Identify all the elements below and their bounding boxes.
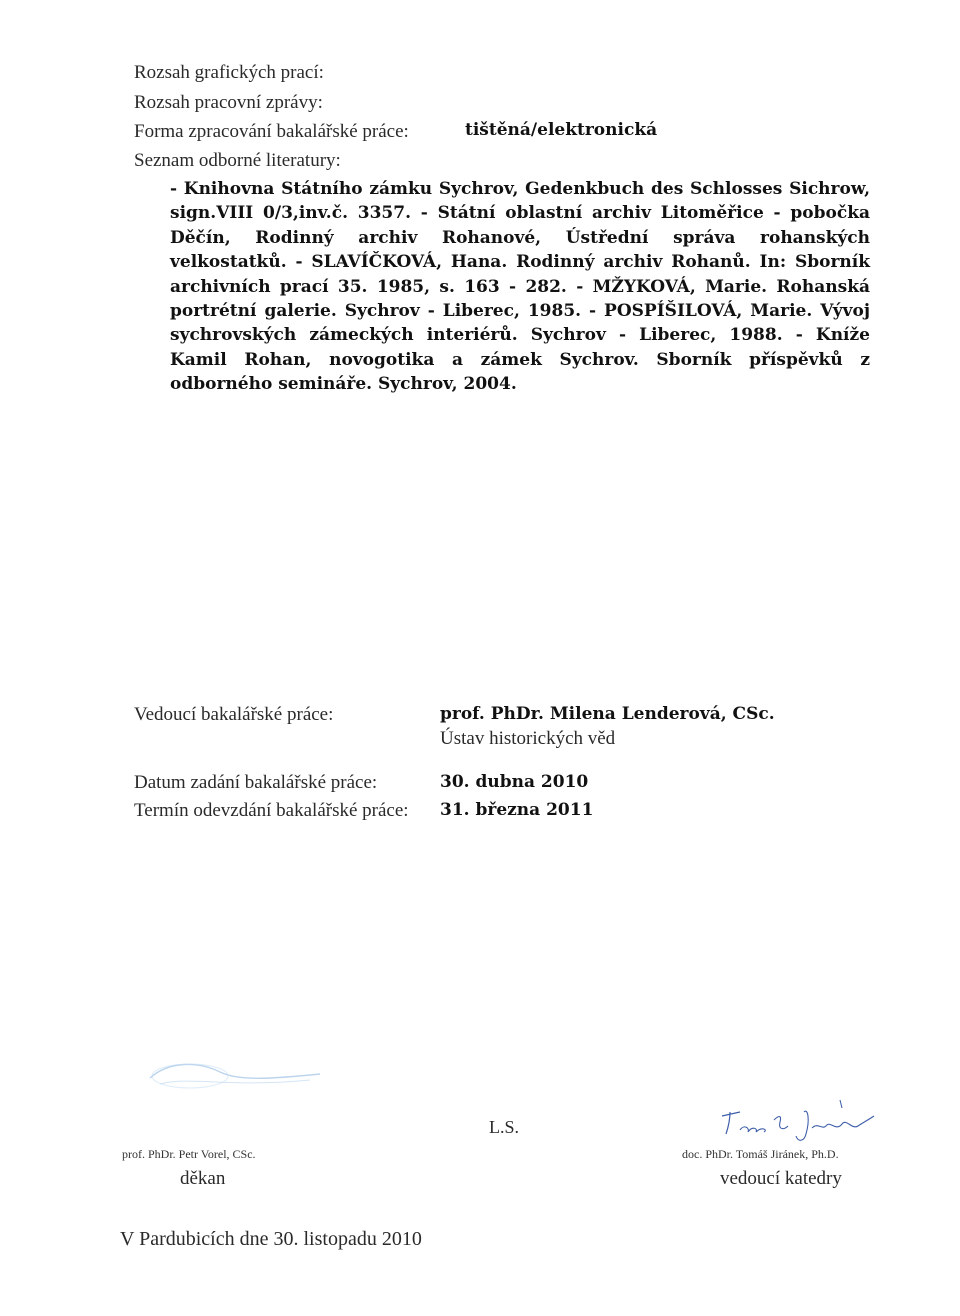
signature-icon (712, 1090, 892, 1150)
report-scope-label: Rozsah pracovní zprávy: (134, 92, 323, 113)
form-label: Forma zpracování bakalářské práce: (134, 121, 409, 142)
supervisor-name: prof. PhDr. Milena Lenderová, CSc. (440, 704, 775, 724)
supervisor-institute: Ústav historických věd (440, 728, 616, 749)
stamp-icon (140, 1048, 330, 1098)
literature-label: Seznam odborné literatury: (134, 150, 341, 171)
form-value: tištěná/elektronická (465, 120, 658, 140)
assigned-date-label: Datum zadání bakalářské práce: (134, 772, 378, 793)
ls-label: L.S. (489, 1117, 520, 1137)
graphic-scope-label: Rozsah grafických prací: (134, 62, 324, 83)
head-name: doc. PhDr. Tomáš Jiránek, Ph.D. (682, 1147, 839, 1161)
place-date: V Pardubicích dne 30. listopadu 2010 (120, 1228, 422, 1250)
literature-list: - Knihovna Státního zámku Sychrov, Gedenkbuch des Schlosses Sichrow, sign.VIII 0/3,inv.č. 3357. - Státní oblastní archiv Litoměřice - pobočka Děčín, Rodinný archiv Rohanové, Ústřední správa rohanských velkostatků. - SLAVÍČKOVÁ, Hana. Rodinný archiv Rohanů. In: Sborník archivních prací 35. 1985, s. 163 - 282. - MŽYKOVÁ, Marie. Rohanská portrétní galerie. Sychrov - Liberec, 1985. - POSPÍŠILOVÁ, Marie. Vývoj sychrovských zámeckých interiérů. Sychrov - Liberec, 1988. - Kníže Kamil Rohan, novogotika a zámek Sychrov. Sborník příspěvků z odborného semináře. Sychrov, 2004. (170, 179, 870, 395)
dean-role: děkan (180, 1168, 226, 1189)
dean-name: prof. PhDr. Petr Vorel, CSc. (122, 1147, 256, 1161)
head-role: vedoucí katedry (720, 1168, 842, 1189)
supervisor-label: Vedoucí bakalářské práce: (134, 704, 334, 725)
deadline-label: Termín odevzdání bakalářské práce: (134, 800, 409, 821)
deadline-value: 31. března 2011 (440, 800, 594, 820)
assigned-date-value: 30. dubna 2010 (440, 772, 589, 792)
